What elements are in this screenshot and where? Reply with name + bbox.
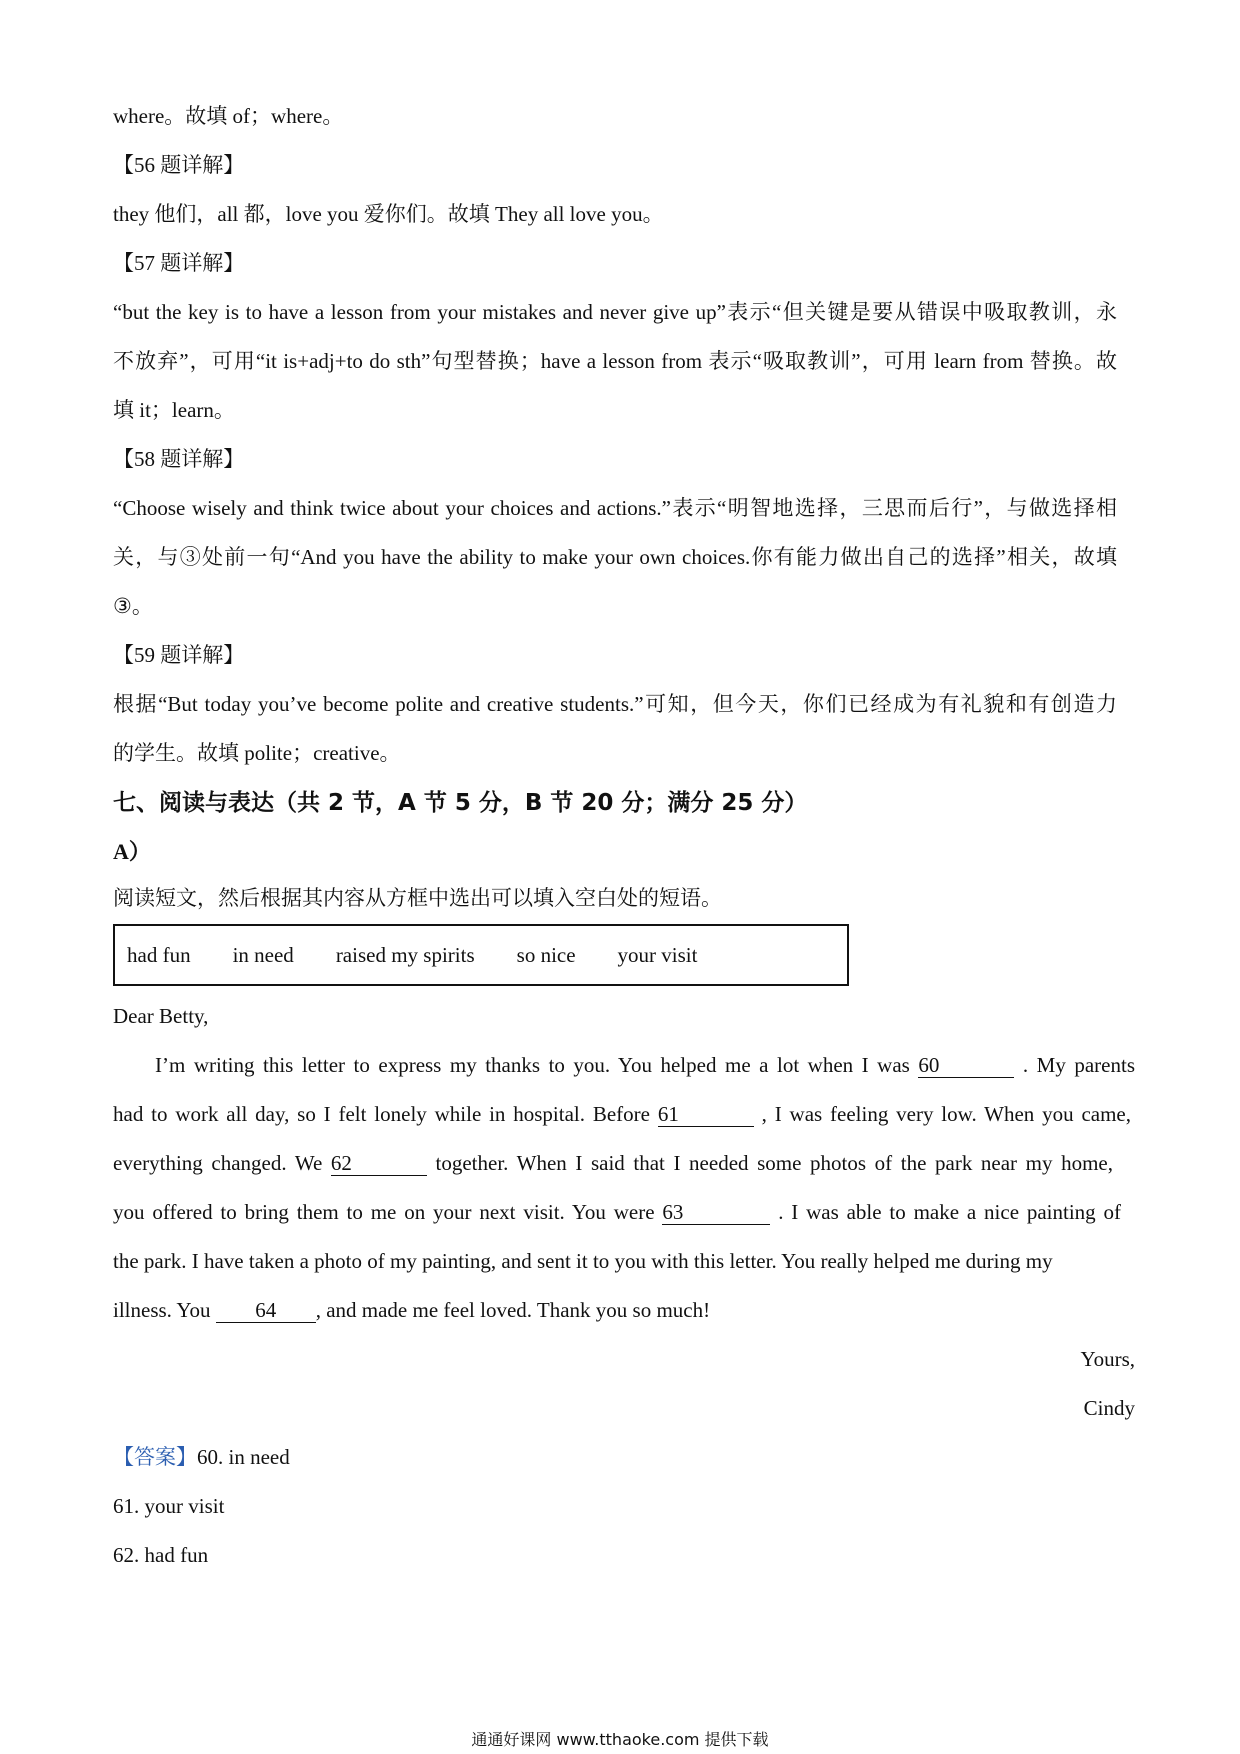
word-option: so nice xyxy=(516,942,576,967)
letter-greeting: Dear Betty, xyxy=(113,1004,209,1028)
part-label: A） xyxy=(113,839,151,864)
page-footer: 通通好课网 www.tthaoke.com 提供下载 xyxy=(471,1730,769,1749)
text-line: 的学生。故填 polite；creative。 xyxy=(113,741,401,765)
letter-line: had to work all day, so I felt lonely while in hospital. Before 61 , I was feeling very low. When you came, xyxy=(113,1102,1131,1126)
letter-signature: Cindy xyxy=(1083,1396,1135,1420)
word-option: your visit xyxy=(617,942,698,967)
blank-61: 61 xyxy=(658,1102,754,1127)
letter-line: the park. I have taken a photo of my painting, and sent it to you with this letter. You really helped me during my xyxy=(113,1249,1053,1273)
text-line: where。故填 of；where。 xyxy=(113,104,344,128)
text-line: 填 it；learn。 xyxy=(113,398,235,422)
text-line: 不放弃”，可用“it is+adj+to do sth”句型替换；have a lesson from 表示“吸取教训”，可用 learn from 替换。故 xyxy=(113,349,1117,373)
letter-line: illness. You 64 , and made me feel loved. Thank you so much! xyxy=(113,1298,711,1322)
word-box xyxy=(113,924,849,986)
text-line: 根据“But today you’ve become polite and creative students.”可知，但今天，你们已经成为有礼貌和有创造力 xyxy=(113,692,1117,716)
letter-line: I’m writing this letter to express my thanks to you. You helped me a lot when I was 60 . My parents xyxy=(155,1053,1135,1077)
question-56-header: 【56 题详解】 xyxy=(113,153,245,177)
instruction: 阅读短文，然后根据其内容从方框中选出可以填入空白处的短语。 xyxy=(113,886,722,910)
section-title: 七、阅读与表达（共 2 节，A 节 5 分，B 节 20 分；满分 25 分） xyxy=(113,790,808,816)
answer-line: 【答案】60. in need xyxy=(113,1445,290,1469)
question-59-header: 【59 题详解】 xyxy=(113,643,245,667)
word-option: had fun xyxy=(127,942,191,967)
page-content xyxy=(113,92,1135,1580)
answer-line: 62. had fun xyxy=(113,1543,209,1567)
letter-line: everything changed. We 62 together. When I said that I needed some photos of the park near my home, xyxy=(113,1151,1113,1175)
blank-64: 64 xyxy=(216,1298,316,1323)
text-line: ③。 xyxy=(113,594,153,618)
answer-label: 【答案】 xyxy=(113,1445,197,1469)
text-line: they 他们，all 都，love you 爱你们。故填 They all love you。 xyxy=(113,202,664,226)
word-option: raised my spirits xyxy=(335,942,475,967)
question-58-header: 【58 题详解】 xyxy=(113,447,245,471)
blank-63: 63 xyxy=(662,1200,770,1225)
text-line: 关，与③处前一句“And you have the ability to make your own choices.你有能力做出自己的选择”相关，故填 xyxy=(113,545,1117,569)
text-line: “but the key is to have a lesson from your mistakes and never give up”表示“但关键是要从错误中吸取教训，永 xyxy=(113,300,1117,324)
blank-62: 62 xyxy=(331,1151,427,1176)
question-57-header: 【57 题详解】 xyxy=(113,251,245,275)
letter-closing: Yours, xyxy=(1080,1347,1135,1371)
word-option: in need xyxy=(232,942,294,967)
text-line: “Choose wisely and think twice about your choices and actions.”表示“明智地选择，三思而后行”，与做选择相 xyxy=(113,496,1117,520)
blank-60: 60 xyxy=(918,1053,1014,1078)
letter-line: you offered to bring them to me on your next visit. You were 63 . I was able to make a nice painting of xyxy=(113,1200,1121,1224)
answer-line: 61. your visit xyxy=(113,1494,225,1518)
